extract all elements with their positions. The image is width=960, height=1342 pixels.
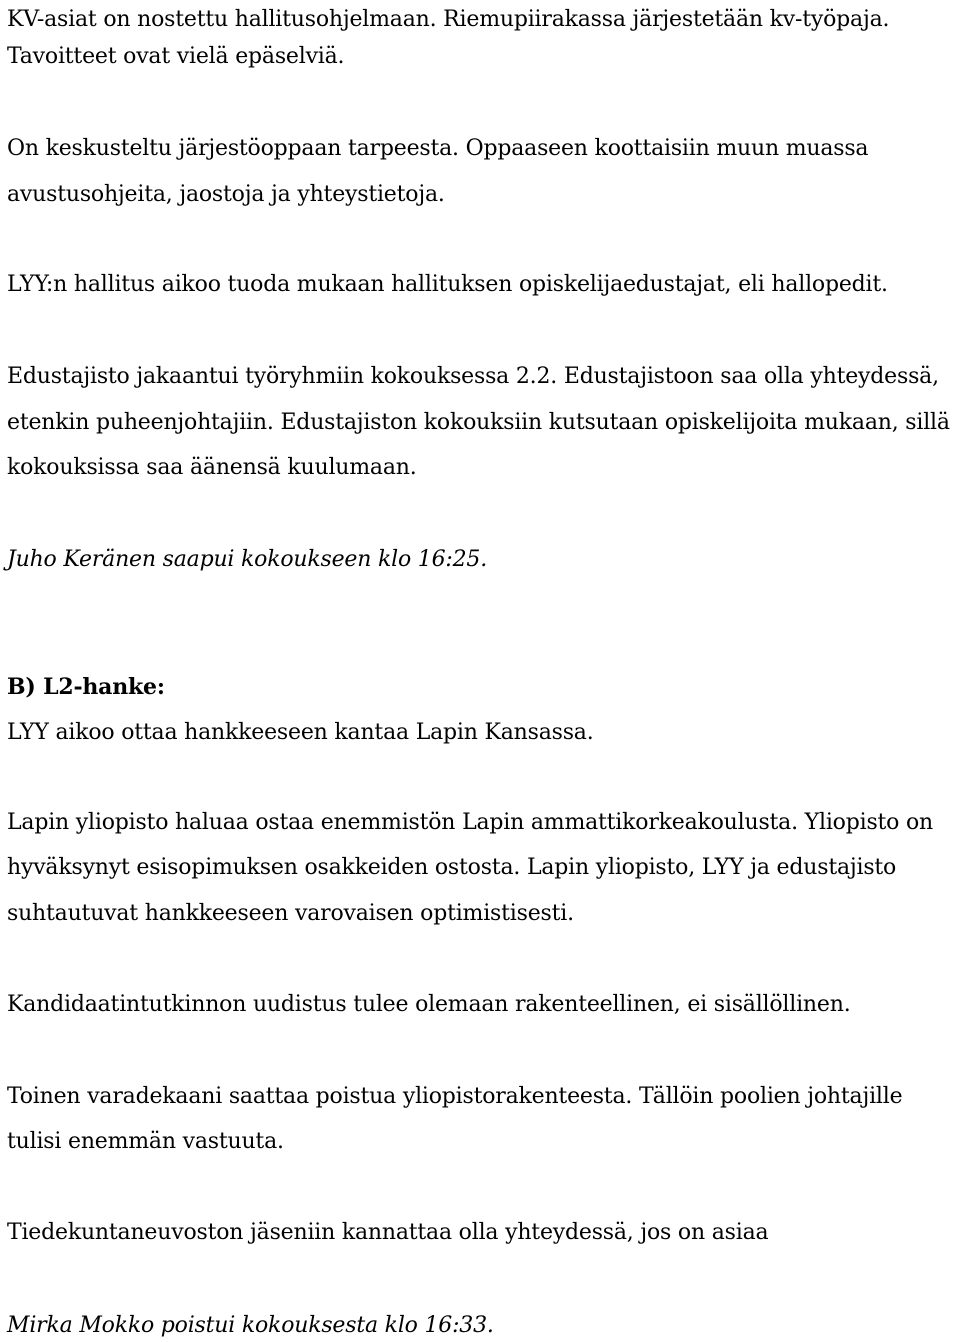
paragraph-line: Kandidaatintutkinnon uudistus tulee olemaan rakenteellinen, ei sisällöllinen. <box>7 992 851 1017</box>
paragraph-line: On keskusteltu järjestöoppaan tarpeesta. Oppaaseen koottaisiin muun muassa <box>7 136 869 161</box>
paragraph-line: hyväksynyt esisopimuksen osakkeiden ostosta. Lapin yliopisto, LYY ja edustajisto <box>7 855 897 880</box>
paragraph-line: Edustajisto jakaantui työryhmiin kokouksessa 2.2. Edustajistoon saa olla yhteydessä, <box>7 364 939 389</box>
section-heading: B) L2-hanke: <box>7 674 165 700</box>
paragraph-line: suhtautuvat hankkeeseen varovaisen optimistisesti. <box>7 901 574 926</box>
paragraph-line: tulisi enemmän vastuuta. <box>7 1129 284 1154</box>
paragraph-line: LYY:n hallitus aikoo tuoda mukaan hallituksen opiskelijaedustajat, eli hallopedit. <box>7 272 888 297</box>
paragraph-line: KV-asiat on nostettu hallitusohjelmaan. Riemupiirakassa järjestetään kv-työpaja. <box>7 7 890 32</box>
paragraph-line: Tavoitteet ovat vielä epäselviä. <box>7 44 345 69</box>
paragraph-line: etenkin puheenjohtajiin. Edustajiston kokouksiin kutsutaan opiskelijoita mukaan, sillä <box>7 410 950 435</box>
departure-note: Mirka Mokko poistui kokouksesta klo 16:33. <box>7 1313 494 1338</box>
paragraph-line: kokouksissa saa äänensä kuulumaan. <box>7 455 417 480</box>
paragraph-line: Lapin yliopisto haluaa ostaa enemmistön Lapin ammattikorkeakoulusta. Yliopisto on <box>7 810 934 835</box>
paragraph-line: Toinen varadekaani saattaa poistua yliopistorakenteesta. Tällöin poolien johtajille <box>7 1084 903 1109</box>
paragraph-line: Tiedekuntaneuvoston jäseniin kannattaa olla yhteydessä, jos on asiaa <box>7 1220 769 1245</box>
paragraph-line: avustusohjeita, jaostoja ja yhteystietoja. <box>7 182 445 207</box>
arrival-note: Juho Keränen saapui kokoukseen klo 16:25. <box>7 547 487 572</box>
paragraph-line: LYY aikoo ottaa hankkeeseen kantaa Lapin Kansassa. <box>7 720 594 745</box>
